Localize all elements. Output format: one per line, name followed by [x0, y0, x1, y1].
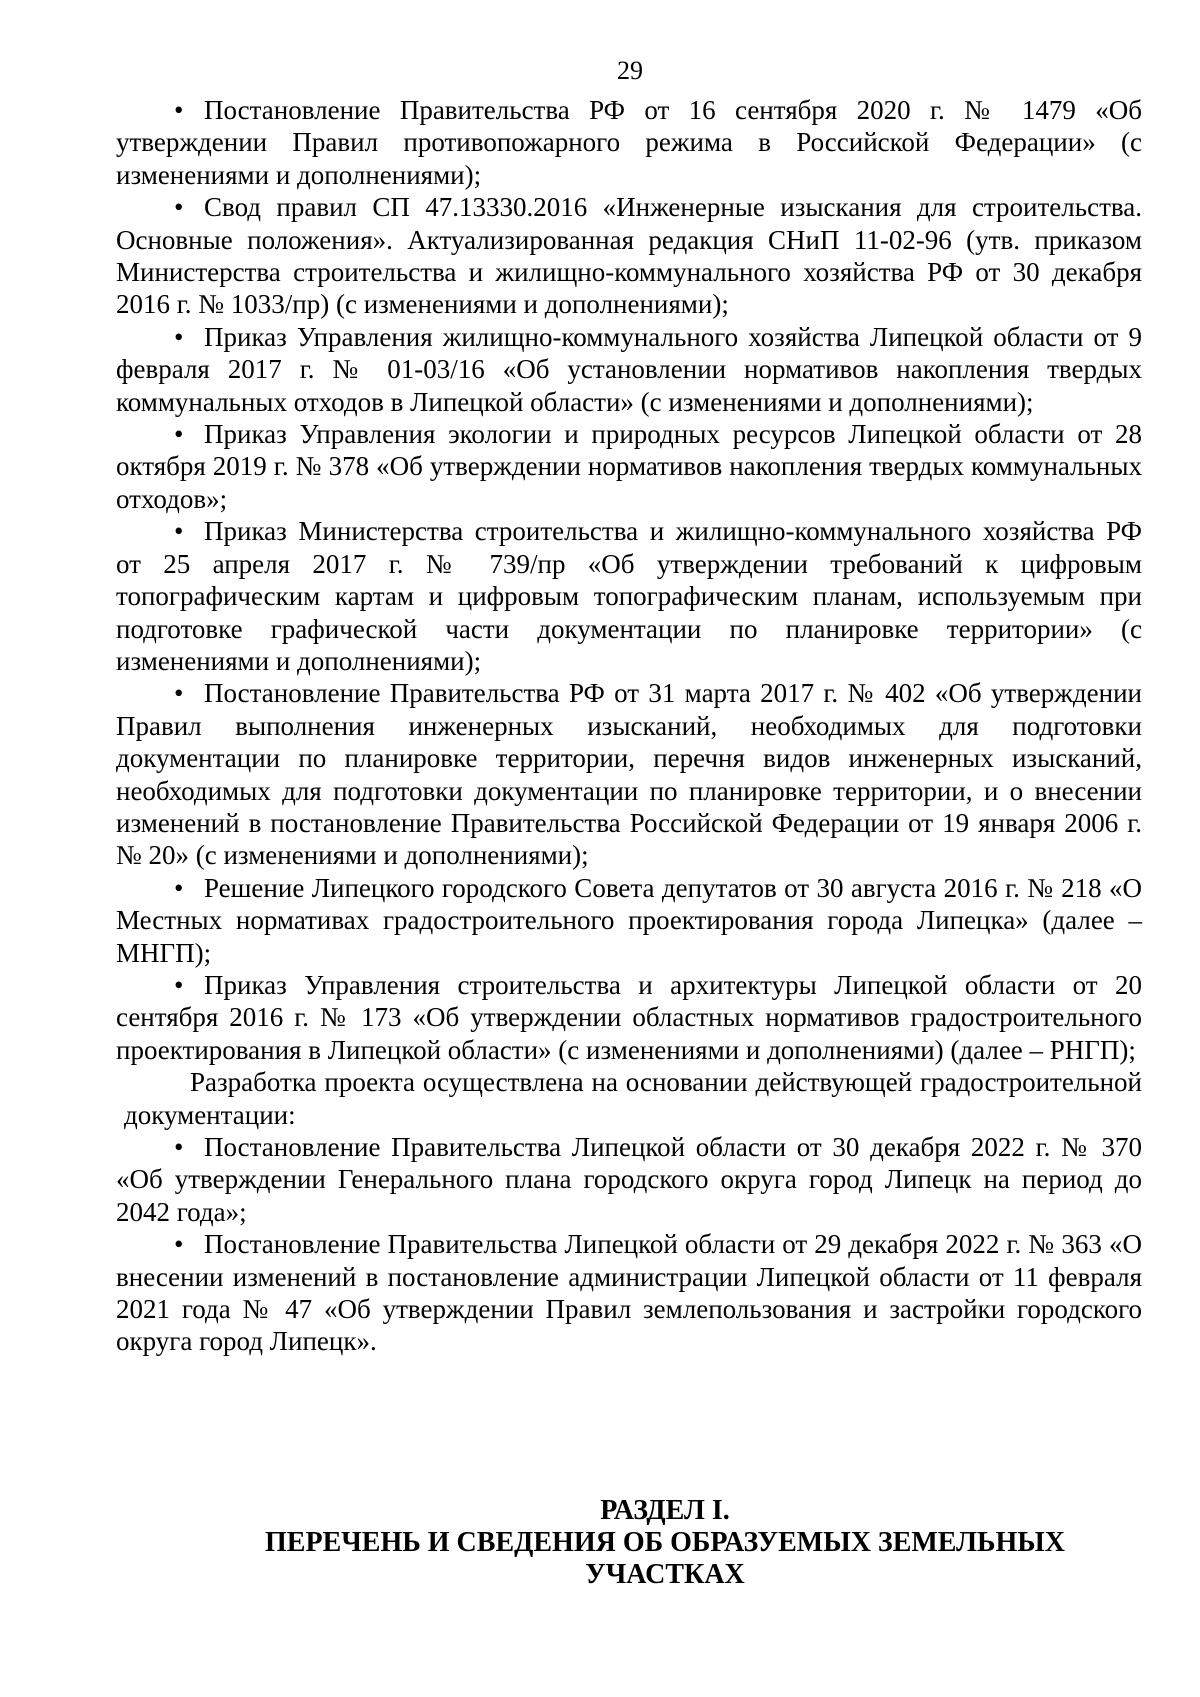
list-item-text: Решение Липецкого городского Совета депутатов от 30 августа 2016 г. № 218 «О Местных нормативах градостроительного проектирования города Липецка» (далее – МНГП);	[116, 872, 1142, 968]
bullet-icon: •	[174, 419, 184, 450]
bullet-icon: •	[174, 872, 184, 903]
list-item	[116, 872, 1142, 969]
page-number: 29	[617, 56, 643, 85]
list-item-text: Свод правил СП 47.13330.2016 «Инженерные изыскания для строительства. Основные положения». Актуализированная редакция СНиП 11-02-96 (утв. приказом Министерства строительства и жилищно-коммунального хозяйства РФ от 30 декабря 2016 г. № 1033/пр) (с изменениями и дополнениями);	[116, 192, 1142, 320]
bullet-icon: •	[174, 321, 184, 352]
intro-paragraph: Разработка проекта осуществлена на основании действующей градостроительной документации:	[124, 1067, 1142, 1130]
list-item-text: Приказ Управления жилищно-коммунального хозяйства Липецкой области от 9 февраля 2017 г. № 01-03/16 «Об установлении нормативов накопления твердых коммунальных отходов в Липецкой области» (с изменениями и дополнениями);	[116, 321, 1142, 417]
bullet-icon: •	[174, 192, 184, 223]
list-item	[116, 515, 1142, 677]
bullet-icon: •	[174, 1229, 184, 1260]
list-item	[116, 1131, 1142, 1228]
page-content	[116, 94, 1142, 1358]
list-item	[116, 677, 1142, 871]
section-heading-line-2: ПЕРЕЧЕНЬ И СВЕДЕНИЯ ОБ ОБРАЗУЕМЫХ ЗЕМЕЛЬНЫХ	[265, 1527, 1065, 1558]
bullet-icon: •	[174, 516, 184, 547]
list-item-text: Постановление Правительства Липецкой области от 29 декабря 2022 г. № 363 «О внесении изменений в постановление администрации Липецкой области от 11 февраля 2021 года № 47 «Об утверждении Правил землепользования и застройки городского округа город Липецк».	[116, 1229, 1142, 1357]
section-heading	[200, 1495, 1130, 1591]
list-item	[116, 94, 1142, 191]
list-item	[116, 969, 1142, 1066]
bullet-icon: •	[174, 678, 184, 709]
list-item-text: Постановление Правительства Липецкой области от 30 декабря 2022 г. № 370 «Об утверждении Генерального плана городского округа город Липецк на период до 2042 года»;	[116, 1132, 1142, 1227]
list-item	[116, 321, 1142, 418]
list-item-text: Приказ Управления строительства и архитектуры Липецкой области от 20 сентября 2016 г. № 173 «Об утверждении областных нормативов градостроительного проектирования в Липецкой области» (с изменениями и дополнениями) (далее – РНГП);	[116, 969, 1142, 1065]
list-item	[116, 191, 1142, 321]
bullet-icon: •	[174, 969, 184, 1000]
bullet-icon: •	[174, 1132, 184, 1162]
list-item-text: Постановление Правительства РФ от 31 марта 2017 г. № 402 «Об утверждении Правил выполнения инженерных изысканий, необходимых для подготовки документации по планировке территории, перечня видов инженерных изысканий, необходимых для подготовки документации по планировке территории, и о внесении изменений в постановление Правительства Российской Федерации от 19 января 2006 г. № 20» (с изменениями и дополнениями);	[116, 678, 1142, 871]
section-heading-line-1: РАЗДЕЛ I.	[600, 1495, 730, 1526]
list-item-text: Приказ Управления экологии и природных ресурсов Липецкой области от 28 октября 2019 г. № 378 «Об утверждении нормативов накопления твердых коммунальных отходов»;	[116, 419, 1142, 514]
list-item	[116, 1228, 1142, 1358]
list-item-text: Постановление Правительства РФ от 16 сентября 2020 г. № 1479 «Об утверждении Правил противопожарного режима в Российской Федерации» (с изменениями и дополнениями);	[116, 95, 1142, 190]
bullet-icon: •	[174, 95, 184, 125]
list-item	[116, 418, 1142, 515]
section-heading-line-3: УЧАСТКАХ	[585, 1559, 745, 1590]
list-item-text: Приказ Министерства строительства и жилищно-коммунального хозяйства РФ от 25 апреля 2017 г. № 739/пр «Об утверждении требований к цифровым топографическим картам и цифровым топографическим планам, используемым при подготовке графической части документации по планировке территории» (с изменениями и дополнениями);	[116, 516, 1142, 676]
